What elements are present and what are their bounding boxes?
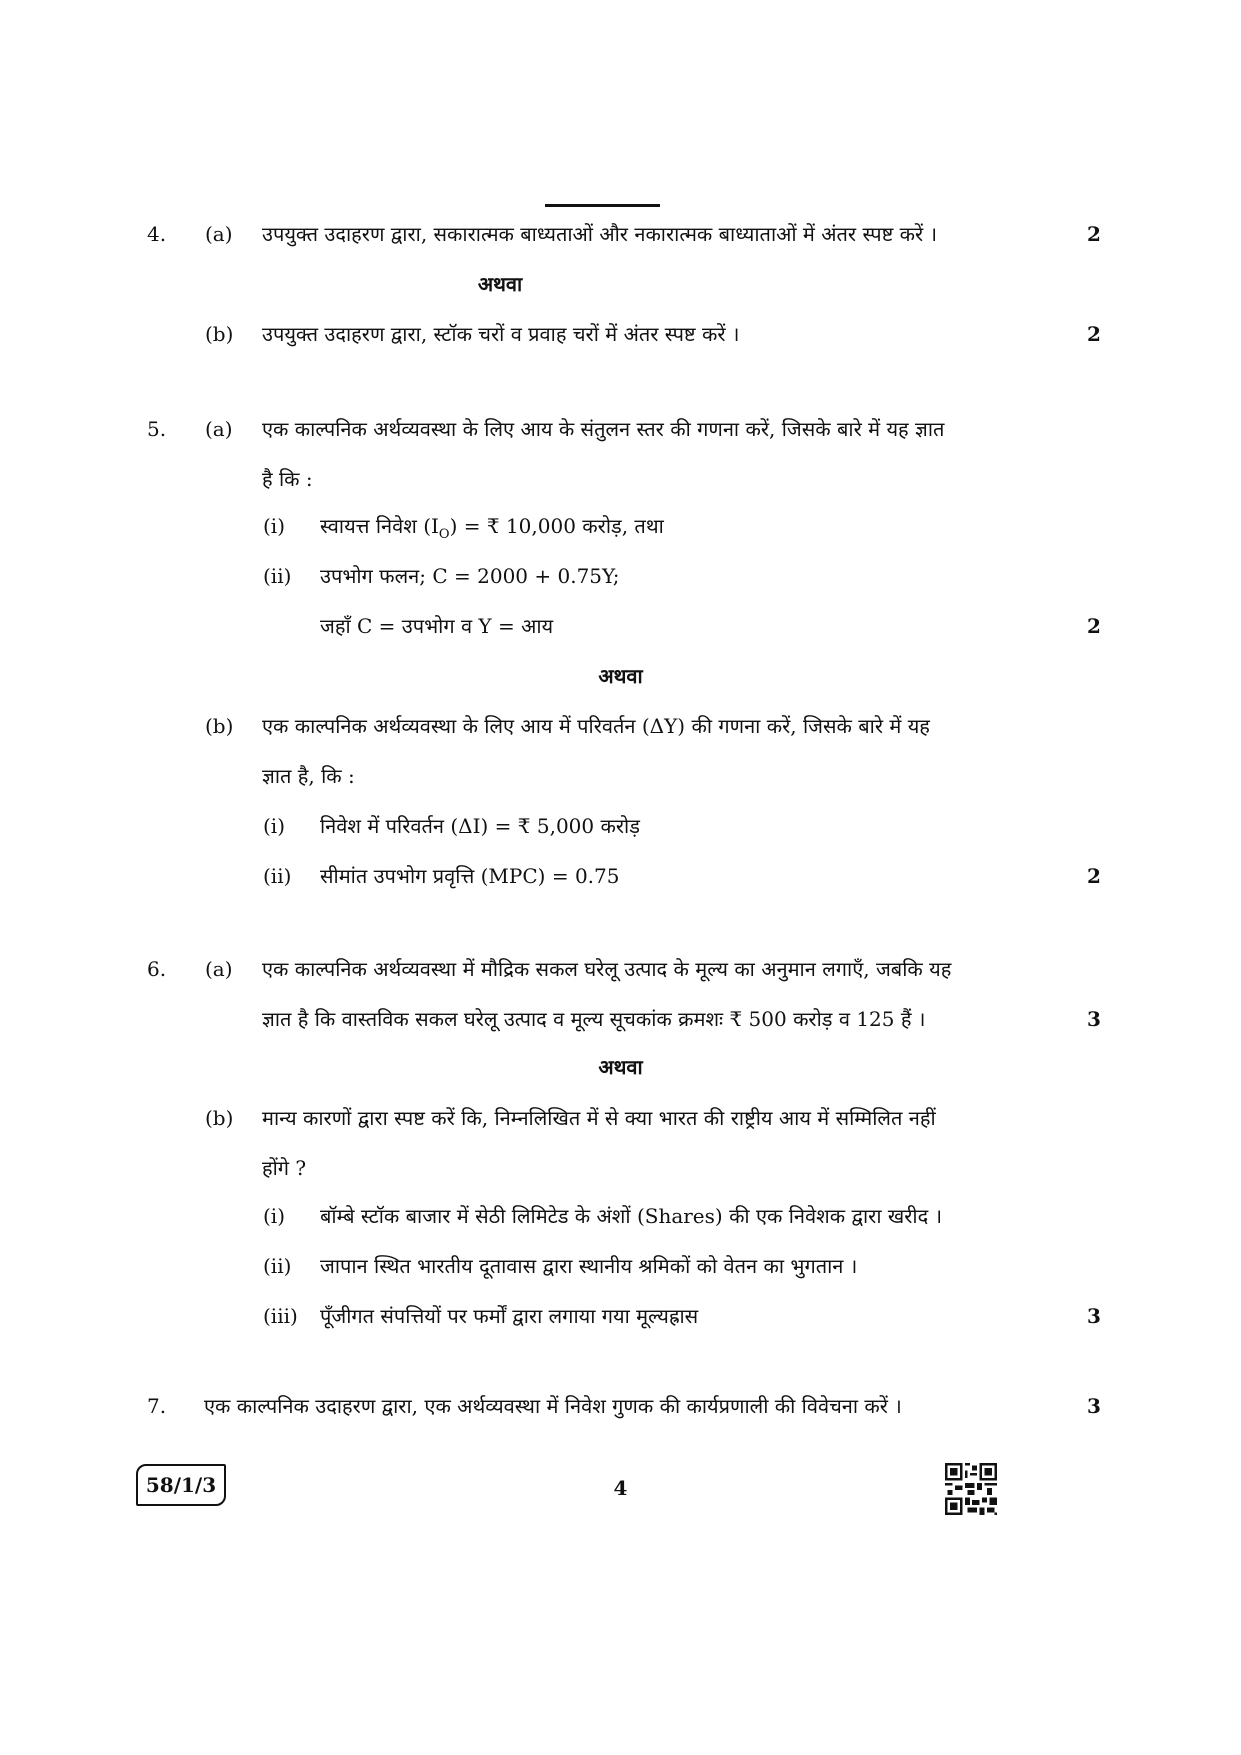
q4-number: 4. xyxy=(147,222,167,246)
q6-b-text-line1: मान्य कारणों द्वारा स्पष्ट करें कि, निम्नलिखित में से क्या भारत की राष्ट्रीय आय में सम्मिलित नहीं xyxy=(262,1106,936,1130)
q4-a-label: (a) xyxy=(205,222,233,246)
q5-a-ii-text-line2: जहाँ C = उपभोग व Y = आय xyxy=(320,614,554,638)
qr-code-icon xyxy=(945,1463,997,1515)
q5-a-marks: 2 xyxy=(1087,614,1101,638)
q6-number: 6. xyxy=(147,957,167,981)
q5-a-text-line1: एक काल्पनिक अर्थव्यवस्था के लिए आय के संतुलन स्तर की गणना करें, जिसके बारे में यह ज्ञात xyxy=(262,417,945,441)
paper-code: 58/1/3 xyxy=(136,1464,226,1506)
q6-b-ii-label: (ii) xyxy=(263,1254,292,1278)
q7-number: 7. xyxy=(147,1394,167,1418)
q5-a-ii-label: (ii) xyxy=(263,564,292,588)
q7-text: एक काल्पनिक उदाहरण द्वारा, एक अर्थव्यवस्था में निवेश गुणक की कार्यप्रणाली की विवेचना करें । xyxy=(204,1394,902,1418)
q5-b-label: (b) xyxy=(205,714,234,738)
q6-a-text-line1: एक काल्पनिक अर्थव्यवस्था में मौद्रिक सकल घरेलू उत्पाद के मूल्य का अनुमान लगाएँ, जबकि यह xyxy=(262,957,952,981)
page-number: 4 xyxy=(613,1476,628,1500)
q5-b-i-text: निवेश में परिवर्तन (ΔI) = ₹ 5,000 करोड़ xyxy=(320,814,640,838)
q6-b-text-line2: होंगे ? xyxy=(262,1156,307,1180)
q6-a-label: (a) xyxy=(205,957,233,981)
q5-b-ii-label: (ii) xyxy=(263,864,292,888)
q4-or: अथवा xyxy=(477,272,523,296)
q6-a-marks: 3 xyxy=(1087,1007,1101,1031)
q4-a-marks: 2 xyxy=(1087,222,1101,246)
q5-b-i-label: (i) xyxy=(263,814,286,838)
q6-b-marks: 3 xyxy=(1087,1304,1101,1328)
q6-b-i-label: (i) xyxy=(263,1204,286,1228)
q4-b-label: (b) xyxy=(205,322,234,346)
q7-marks: 3 xyxy=(1087,1394,1101,1418)
top-rule xyxy=(545,204,660,207)
q4-b-text: उपयुक्त उदाहरण द्वारा, स्टॉक चरों व प्रवाह चरों में अंतर स्पष्ट करें । xyxy=(262,322,740,346)
q6-b-ii-text: जापान स्थित भारतीय दूतावास द्वारा स्थानीय श्रमिकों को वेतन का भुगतान । xyxy=(320,1254,858,1278)
q5-number: 5. xyxy=(147,417,167,441)
q5-a-label: (a) xyxy=(205,417,233,441)
q6-b-iii-text: पूँजीगत संपत्तियों पर फर्मों द्वारा लगाया गया मूल्यह्रास xyxy=(320,1304,699,1328)
q5-b-text-line2: ज्ञात है, कि : xyxy=(262,764,355,788)
q6-or: अथवा xyxy=(598,1055,643,1079)
q6-b-label: (b) xyxy=(205,1106,234,1130)
q5-a-i-label: (i) xyxy=(263,514,286,538)
q5-a-text-line2: है कि : xyxy=(262,467,313,491)
q5-b-ii-text: सीमांत उपभोग प्रवृत्ति (MPC) = 0.75 xyxy=(320,864,620,888)
q5-or: अथवा xyxy=(598,664,643,688)
q5-a-i-text: स्वायत्त निवेश $(I_O)$ = ₹ 10,000 करोड़, तथा xyxy=(320,514,664,542)
q6-b-iii-label: (iii) xyxy=(263,1304,298,1328)
q4-a-text: उपयुक्त उदाहरण द्वारा, सकारात्मक बाध्यताओं और नकारात्मक बाध्याताओं में अंतर स्पष्ट करें । xyxy=(262,222,938,246)
q5-a-ii-text: उपभोग फलन; C = 2000 + 0.75Y; xyxy=(320,564,620,588)
q4-b-marks: 2 xyxy=(1087,322,1101,346)
q5-b-marks: 2 xyxy=(1087,864,1101,888)
q6-a-text-line2: ज्ञात है कि वास्तविक सकल घरेलू उत्पाद व मूल्य सूचकांक क्रमशः ₹ 500 करोड़ व 125 हैं । xyxy=(262,1007,926,1031)
q5-b-text-line1: एक काल्पनिक अर्थव्यवस्था के लिए आय में परिवर्तन (ΔY) की गणना करें, जिसके बारे में यह xyxy=(262,714,930,738)
q6-b-i-text: बॉम्बे स्टॉक बाजार में सेठी लिमिटेड के अंशों (Shares) की एक निवेशक द्वारा खरीद । xyxy=(320,1204,943,1228)
